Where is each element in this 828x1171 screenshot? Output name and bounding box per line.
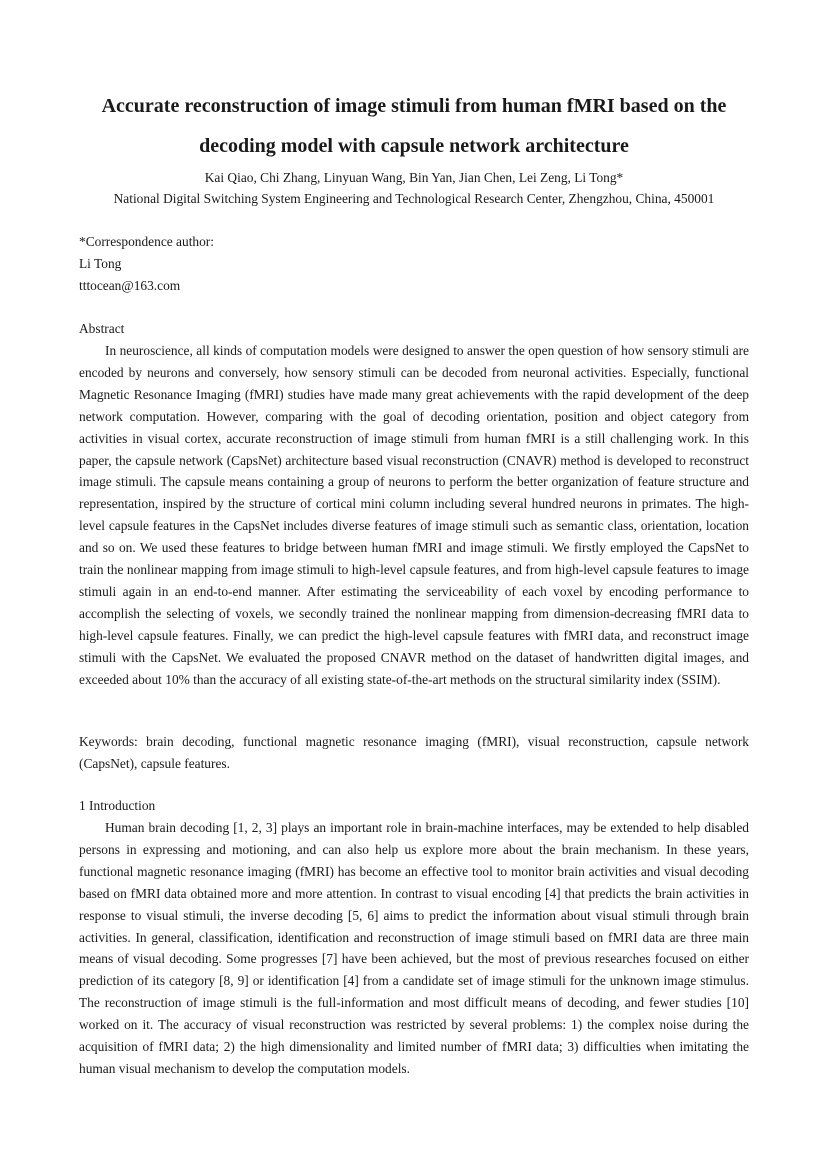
abstract-text: In neuroscience, all kinds of computation models were designed to answer the open question of how sensory stimuli are encoded by neurons and conversely, how sensory stimuli can be decoded from neuronal activities. Especially, functional Magnetic Resonance Imaging (fMRI) studies have made many great achievements with the rapid development of the deep network computation. However, comparing with the goal of decoding orientation, position and object category from activities in visual cortex, accurate reconstruction of image stimuli from human fMRI is a still challenging work. In this paper, the capsule network (CapsNet) architecture based visual reconstruction (CNAVR) method is developed to reconstruct image stimuli. The capsule means containing a group of neurons to perform the better organization of feature structure and representation, inspired by the structure of cortical mini column including several hundred neurons in primates. The high-level capsule features in the CapsNet includes diverse features of image stimuli such as semantic class, orientation, location and so on. We used these features to bridge between human fMRI and image stimuli. We firstly employed the CapsNet to train the nonlinear mapping from image stimuli to high-level capsule features, and from high-level capsule features to image stimuli again in an end-to-end manner. After estimating the serviceability of each voxel by encoding performance to accomplish the selecting of voxels, we secondly trained the nonlinear mapping from dimension-decreasing fMRI data to high-level capsule features. Finally, we can predict the high-level capsule features with fMRI data, and reconstruct image stimuli with the CapsNet. We evaluated the proposed CNAVR method on the dataset of handwritten digital images, and exceeded about 10% than the accuracy of all existing state-of-the-art methods on the structural similarity index (SSIM). [79,343,749,687]
keywords: Keywords: brain decoding, functional magnetic resonance imaging (fMRI), visual reconstruction, capsule network (CapsNet), capsule features. [79,734,749,771]
abstract-heading: Abstract [79,321,125,336]
paper-title [79,86,749,166]
abstract-section [79,318,749,691]
introduction-text: Human brain decoding [1, 2, 3] plays an important role in brain-machine interfaces, may be extended to help disabled persons in expressing and motioning, and can also help us explore more about the brain mechanism. In these years, functional magnetic resonance imaging (fMRI) has become an effective tool to monitor brain activities and visual decoding based on fMRI data obtained more and more attention. In contrast to visual encoding [4] that predicts the brain activities in response to visual stimuli, the inverse decoding [5, 6] aims to predict the information about visual stimuli through brain activities. In general, classification, identification and reconstruction of image stimuli based on fMRI data are three main means of visual decoding. Some progresses [7] have been achieved, but the most of previous researches focused on either prediction of its category [8, 9] or identification [4] from a candidate set of image stimuli for the unknown image stimulus. The reconstruction of image stimuli is the full-information and most difficult means of decoding, and fewer studies [10] worked on it. The accuracy of visual reconstruction was restricted by several problems: 1) the complex noise during the acquisition of fMRI data; 2) the high dimensionality and limited number of fMRI data; 3) difficulties when imitating the human visual mechanism to develop the computation models. [79,820,749,1076]
correspondence-name: Li Tong [79,256,122,271]
title-line-1: Accurate reconstruction of image stimuli from human fMRI based on the [101,95,727,117]
correspondence-email: tttocean@163.com [79,278,181,293]
introduction-section [79,795,749,1080]
title-line-2: decoding model with capsule network architecture [199,135,629,157]
affiliation: National Digital Switching System Engineering and Technological Research Center, Zhengzhou, China, 450001 [113,191,715,206]
introduction-heading: 1 Introduction [79,798,156,813]
author-list: Kai Qiao, Chi Zhang, Linyuan Wang, Bin Yan, Jian Chen, Lei Zeng, Li Tong* [204,170,624,185]
correspondence-block [79,231,749,297]
correspondence-label: *Correspondence author: [79,234,214,249]
